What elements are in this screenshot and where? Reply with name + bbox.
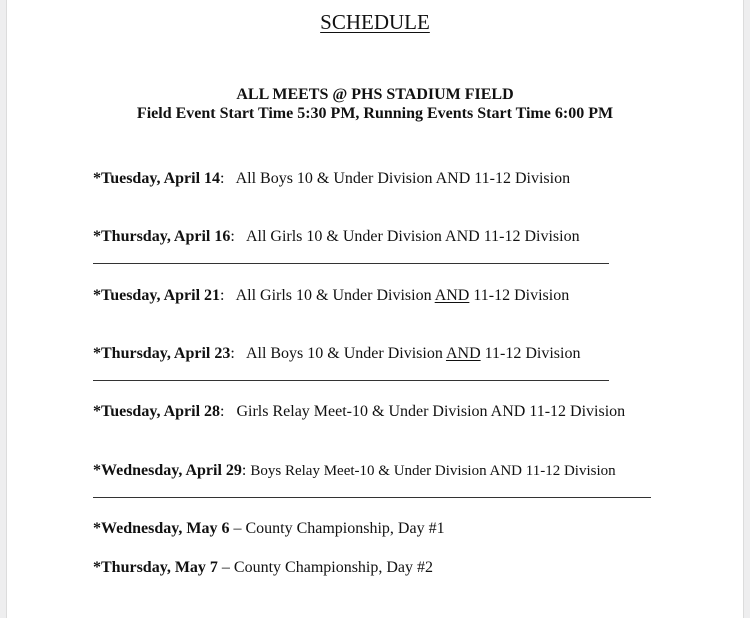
schedule-title: SCHEDULE (320, 10, 430, 34)
entry-separator: : (241, 462, 251, 479)
schedule-entry (93, 286, 569, 306)
entry-description: All Girls 10 & Under Division (235, 287, 435, 304)
entry-description: 11-12 Division (480, 345, 581, 362)
entry-date: *Wednesday, May 6 (93, 520, 230, 537)
entry-description: All Boys 10 & Under Division (245, 345, 446, 362)
entry-separator: : (230, 228, 246, 245)
entry-date: *Thursday, April 16 (93, 228, 231, 245)
entry-date: *Tuesday, April 21 (93, 287, 221, 304)
divider-line (93, 380, 609, 381)
entry-date: *Wednesday, April 29 (93, 462, 242, 479)
entry-date: *Thursday, April 23 (93, 345, 231, 362)
entry-description: Boys Relay Meet-10 & Under Division AND 11-12 Division (250, 463, 616, 479)
schedule-entry (93, 344, 580, 364)
divider-line (93, 497, 651, 498)
entry-description: All Girls 10 & Under Division AND 11-12 Division (245, 228, 580, 245)
entry-description: County Championship, Day #1 (245, 520, 445, 537)
schedule-entry (93, 402, 625, 422)
entry-description-underlined: AND (445, 345, 481, 362)
schedule-entry (93, 519, 445, 539)
document-page (6, 0, 744, 618)
divider-line (93, 263, 609, 264)
entry-separator: : (220, 170, 236, 187)
entry-description-underlined: AND (434, 287, 470, 304)
schedule-entry (93, 558, 433, 578)
entry-description: 11-12 Division (469, 287, 570, 304)
schedule-entry (93, 461, 616, 481)
entry-separator: – (229, 520, 246, 537)
schedule-entry (93, 227, 580, 247)
venue-line: ALL MEETS @ PHS STADIUM FIELD (236, 86, 514, 103)
entry-date: *Tuesday, April 28 (93, 403, 221, 420)
entry-separator: – (217, 559, 234, 576)
entry-description: All Boys 10 & Under Division AND 11-12 Division (235, 170, 571, 187)
schedule-entry (93, 169, 570, 189)
entry-date: *Tuesday, April 14 (93, 170, 221, 187)
start-times-line: Field Event Start Time 5:30 PM, Running Events Start Time 6:00 PM (136, 105, 614, 122)
entry-separator: : (220, 287, 236, 304)
entry-separator: : (230, 345, 246, 362)
entry-description: Girls Relay Meet-10 & Under Division AND 11-12 Division (236, 403, 626, 420)
entry-date: *Thursday, May 7 (93, 559, 218, 576)
entry-separator: : (220, 403, 237, 420)
entry-description: County Championship, Day #2 (233, 559, 434, 576)
